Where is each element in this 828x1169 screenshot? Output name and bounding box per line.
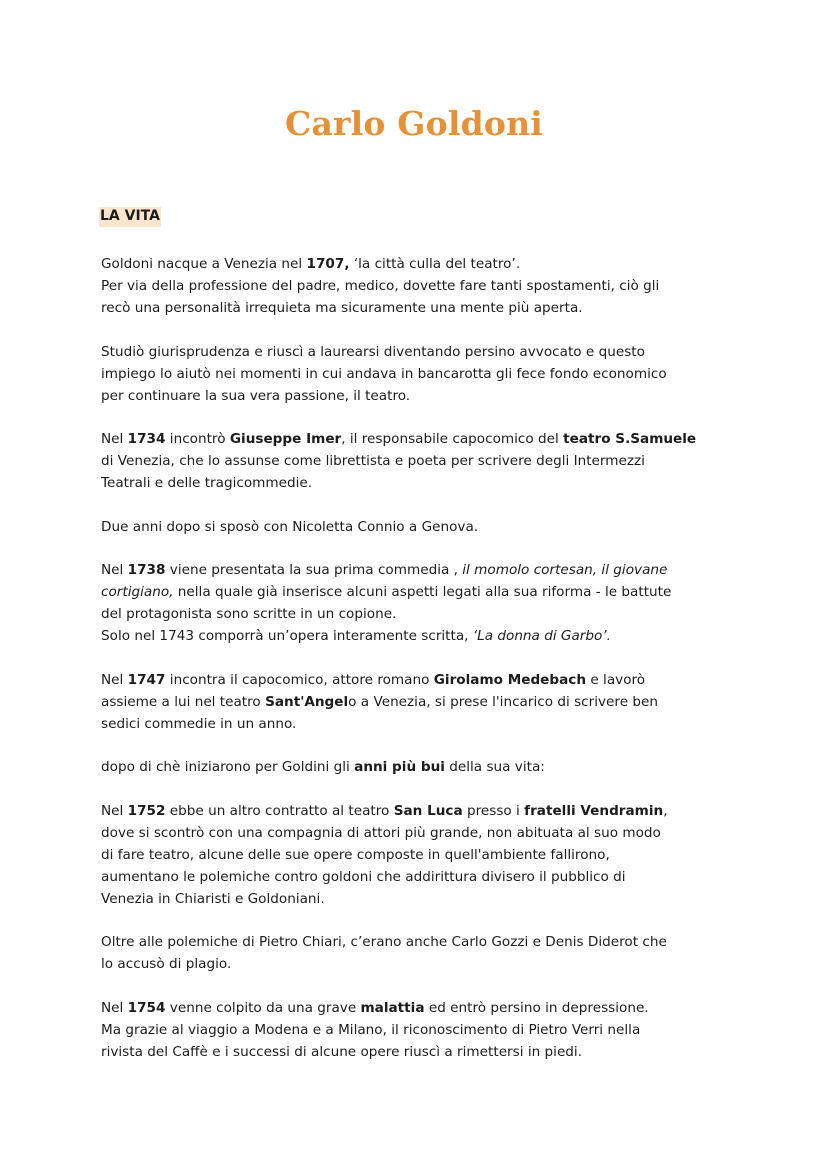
text-run: , il responsabile capocomico del [341,431,564,447]
text-run: di fare teatro, alcune delle sue opere composte in quell'ambiente fallirono, [101,846,610,863]
bold-text: Giuseppe Imer [229,431,342,447]
text-line [101,472,741,494]
text-run: , [663,802,668,819]
text-run: ebbe un altro contratto al teatro [165,802,394,819]
bold-text: fratelli Vendramin [524,802,664,819]
text-line [101,603,741,625]
text-line [101,581,741,603]
text-line [101,625,741,647]
paragraph [101,559,741,647]
bold-text: 1754 [127,999,166,1016]
text-run: nella quale già inserisce alcuni aspetti legati alla sua riforma - le battute [173,584,672,600]
italic-text: cortigiano, [101,584,174,600]
bold-text: malattia [360,999,425,1016]
bold-text: Girolamo Medebach [433,671,587,688]
paragraph [101,800,741,910]
text-run: di Venezia, che lo assunse come librettista e poeta per scrivere degli Intermezzi [101,453,645,469]
paragraph [101,253,741,319]
text-run: assieme a lui nel teatro [101,693,266,710]
text-run: sedici commedie in un anno. [101,715,297,732]
text-line [101,866,741,888]
text-line [101,997,741,1019]
text-line [101,275,741,297]
text-line [101,756,741,778]
text-line [101,1019,741,1041]
bold-text: 1738 [127,562,166,578]
text-line [101,888,741,910]
document-title: Carlo Goldoni [284,104,543,143]
bold-text: 1752 [127,802,166,819]
text-run: incontra il capocomico, attore romano [165,671,434,688]
text-run: venne colpito da una grave [165,999,361,1016]
text-line [101,450,741,472]
paragraph [101,997,741,1063]
text-run: dopo di chè iniziarono per Goldini gli [101,759,355,775]
paragraph [101,428,741,494]
text-line [101,691,741,713]
text-line [101,516,741,538]
text-line [101,559,741,581]
text-run: Venezia in Chiaristi e Goldoniani. [101,890,325,907]
text-run: lo accusò di plagio. [101,956,232,972]
text-run: per continuare la sua vera passione, il teatro. [101,387,411,404]
text-line [101,428,741,450]
text-run: Nel [101,802,128,819]
italic-text: ‘La donna di Garbo’. [472,628,611,644]
text-run: Goldoni nacque a Venezia nel [101,256,307,272]
text-line [101,385,741,407]
text-line [101,341,741,363]
text-run: Ma grazie al viaggio a Modena e a Milano, il riconoscimento di Pietro Verri nella [101,1021,641,1038]
text-run: Nel [101,562,128,578]
text-run: e lavorò [586,671,646,688]
text-run: Nel [101,999,128,1016]
text-run: o a Venezia, si prese l'incarico di scrivere ben [348,693,658,710]
bold-text: 1747 [127,671,166,688]
text-line [101,953,741,975]
text-run: Studiò giurisprudenza e riuscì a laurearsi diventando persino avvocato e questo [101,343,645,360]
text-run: Oltre alle polemiche di Pietro Chiari, c’erano anche Carlo Gozzi e Denis Diderot che [101,934,667,950]
text-run: presso i [462,802,525,819]
text-line [101,297,741,319]
text-run: recò una personalità irrequieta ma sicuramente una mente più aperta. [101,300,583,316]
bold-text: 1707, [306,256,350,272]
text-line [101,669,741,691]
text-line [101,931,741,953]
text-run: impiego lo aiutò nei momenti in cui andava in bancarotta gli fece fondo economico [101,365,667,382]
paragraph [101,341,741,407]
text-line [101,800,741,822]
text-line [101,253,741,275]
text-line [101,363,741,385]
text-run: Solo nel 1743 comporrà un’opera interamente scritta, [101,628,473,644]
paragraph [101,931,741,975]
text-run: incontrò [165,431,230,447]
text-line [101,1041,741,1063]
text-run: ‘la città culla del teatro’. [349,256,521,272]
text-run: Teatrali e delle tragicommedie. [101,475,313,491]
text-run: Nel [101,431,128,447]
document-body [101,253,741,1084]
text-run: viene presentata la sua prima commedia , [165,562,463,578]
text-line [101,844,741,866]
text-run: del protagonista sono scritte in un copione. [101,606,397,622]
bold-text: anni più bui [354,759,445,775]
italic-text: il momolo cortesan, il giovane [462,562,668,578]
bold-text: 1734 [127,431,166,447]
paragraph [101,516,741,538]
paragraph [101,669,741,735]
text-run: Per via della professione del padre, medico, dovette fare tanti spostamenti, ciò gli [101,278,660,294]
bold-text: Sant'Angel [265,693,349,710]
text-run: dove si scontrò con una compagnia di attori più grande, non abituata al suo modo [101,824,661,841]
paragraph [101,756,741,778]
text-line [101,822,741,844]
text-run: Nel [101,671,128,688]
text-run: rivista del Caffè e i successi di alcune opere riuscì a rimettersi in piedi. [101,1043,583,1060]
text-run: Due anni dopo si sposò con Nicoletta Connio a Genova. [101,518,479,535]
section-heading: LA VITA [99,207,161,227]
text-run: ed entrò persino in depressione. [424,999,649,1016]
bold-text: teatro S.Samuele [563,431,697,447]
text-run: della sua vita: [444,759,545,775]
text-line [101,713,741,735]
bold-text: San Luca [393,802,463,819]
text-run: aumentano le polemiche contro goldoni che addirittura divisero il pubblico di [101,868,626,885]
